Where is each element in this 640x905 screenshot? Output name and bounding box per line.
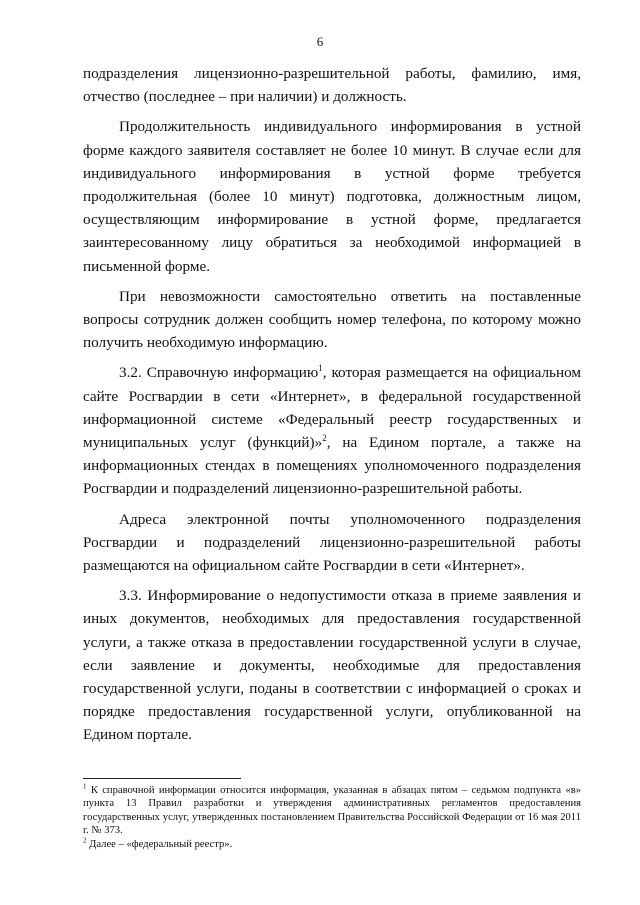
footnote-text-2: Далее – «федеральный реестр». bbox=[86, 838, 233, 850]
footnote-text-1: К справочной информации относится информация, указанная в абзацах пятом – седьмом подпункта «в» пункта 13 Правил разработки и утверждения административных регламентов предоставления государственных услуг, утвержденных постановлением Правительства Российской Федерации от 16 мая 2011 г. № 373. bbox=[83, 785, 581, 837]
paragraph-3-3: 3.3. Информирование о недопустимости отказа в приеме заявления и иных документов, необходимых для предоставления государственной услуги, а также отказа в предоставлении государственной услуги в случае, если заявление и документы, необходимые для предоставления государственной услуги, поданы в соответствии с информацией о сроках и порядке предоставления государственной услуги, опубликованной на Едином портале. bbox=[83, 587, 581, 744]
footnote-mark-1: 1 bbox=[83, 782, 87, 791]
footnotes bbox=[83, 784, 581, 851]
footnote-separator bbox=[83, 778, 241, 779]
document-body bbox=[83, 62, 581, 747]
paragraph-3-2-part1: 3.2. Справочную информацию bbox=[119, 364, 319, 382]
paragraph-continuation: подразделения лицензионно-разрешительной работы, фамилию, имя, отчество (последнее – при наличии) и должность. bbox=[83, 65, 581, 106]
paragraph-phone: При невозможности самостоятельно ответить на поставленные вопросы сотрудник должен сообщить номер телефона, по которому можно получить необходимую информацию. bbox=[83, 287, 581, 352]
paragraph-3-2-part2: , которая размещается на официальном сайте Росгвардии в сети «Интернет», в федеральной государственной информационной системе «Федеральный реестр государственных и муниципальных услуг (функций)» bbox=[83, 364, 582, 452]
paragraph-3-2-part3: , на Едином портале, а также на информационных стендах в помещениях уполномоченного подразделения Росгвардии и подразделений лицензионно-разрешительной работы. bbox=[83, 434, 582, 498]
footnote-mark-2: 2 bbox=[83, 836, 87, 845]
footnote-1 bbox=[83, 784, 581, 838]
paragraph-3-2 bbox=[83, 361, 581, 500]
paragraph-email: Адреса электронной почты уполномоченного подразделения Росгвардии и подразделений лицензионно-разрешительной работы размещаются на официальном сайте Росгвардии в сети «Интернет». bbox=[83, 510, 581, 575]
footnote-ref-1: 1 bbox=[318, 363, 323, 374]
paragraph-duration: Продолжительность индивидуального информирования в устной форме каждого заявителя составляет не более 10 минут. В случае если для индивидуального информирования в устной форме требуется продолжительная (более 10 минут) подготовка, должностным лицом, осуществляющим информирование в устной форме, предлагается заинтересованному лицу обратиться за необходимой информацией в письменной форме. bbox=[83, 118, 581, 275]
footnote-2 bbox=[83, 838, 581, 851]
footnote-ref-2: 2 bbox=[322, 432, 327, 443]
page-number: 6 bbox=[316, 34, 324, 49]
